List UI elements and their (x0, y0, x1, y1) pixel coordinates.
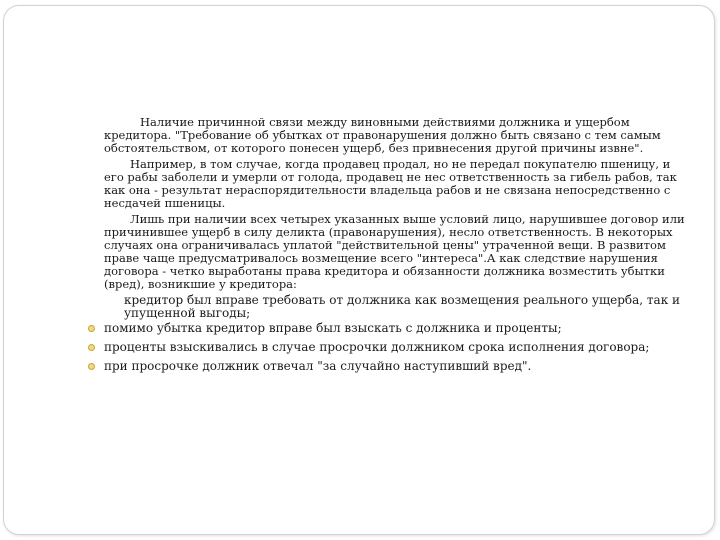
bullet-dot-icon (88, 363, 95, 370)
list-item (104, 360, 686, 373)
paragraph-example: Например, в том случае, когда продавец продал, но не передал покупателю пшеницу, и его рабы заболели и умерли от голода, продавец не нес ответственность за гибель рабов, так как она - результат нераспорядительности владельца рабов и не связана непосредственно с несдачей пшеницы. (104, 157, 677, 210)
bullet-dot-icon (88, 325, 95, 332)
list-item-text: при просрочке должник отвечал "за случайно наступивший вред". (104, 359, 532, 373)
list-item-text: проценты взыскивались в случае просрочки должником срока исполнения договора; (104, 340, 650, 354)
paragraph-causation: Наличие причинной связи между виновными действиями должника и ущербом кредитора. "Требование об убытках от правонарушения должно быть связано с тем самым обстоятельством, от которого понесен ущерб, без привнесения другой причины извне". (104, 115, 661, 155)
slide-frame (3, 5, 715, 535)
creditor-rights-line: кредитор был вправе требовать от должника как возмещения реального ущерба, так и упущенной выгоды; (124, 293, 681, 320)
slide-content (104, 116, 686, 379)
list-item (104, 322, 686, 335)
list-item (104, 341, 686, 354)
list-item-text: помимо убытка кредитор вправе был взыскать с должника и проценты; (104, 321, 562, 335)
bullet-dot-icon (88, 344, 95, 351)
paragraph-conditions: Лишь при наличии всех четырех указанных выше условий лицо, нарушившее договор или причинившее ущерб в силу деликта (правонарушения), несло ответственность. В некоторых случаях она ограничивалась уплатой "действительной цены" утраченной вещи. В развитом праве чаще предусматривалось возмещение всего "интереса".А как следствие нарушения договора - четко выработаны права кредитора и обязанности должника возместить убытки (вред), возникшие у кредитора: (104, 212, 685, 291)
bullet-list (104, 322, 686, 373)
